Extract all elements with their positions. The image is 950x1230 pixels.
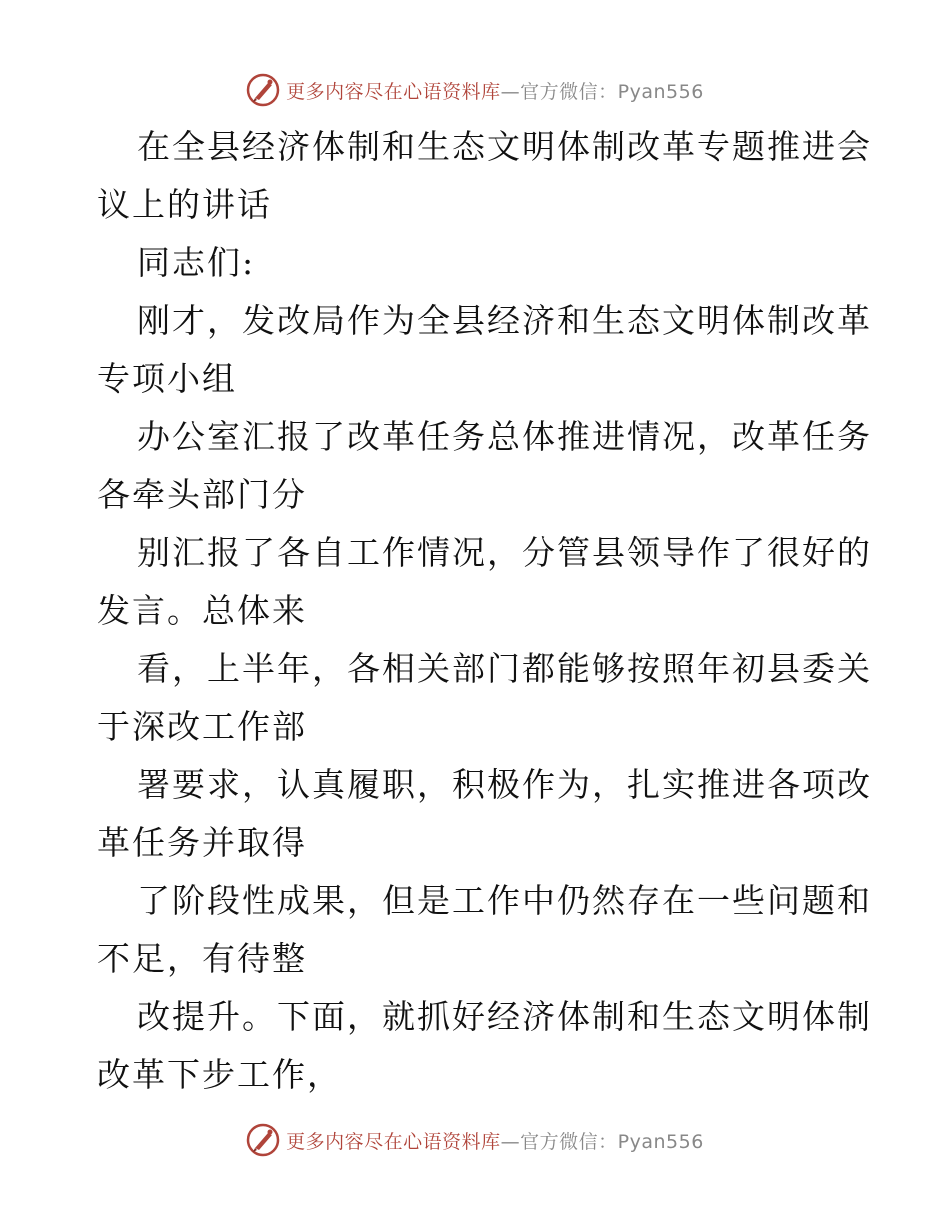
text-line: 别汇报了各自工作情况，分管县领导作了很好的: [137, 533, 872, 572]
watermark-text-grey: —官方微信：Pyan556: [500, 80, 704, 103]
text-line: 专项小组: [97, 359, 237, 398]
quill-pen-logo-icon: [246, 73, 280, 107]
text-line: 署要求，认真履职，积极作为，扎实推进各项改: [137, 765, 872, 804]
text-line: 改革下步工作，: [97, 1055, 342, 1094]
watermark-text-red: 更多内容尽在心语资料库: [286, 80, 501, 103]
text-line: 不足，有待整: [97, 939, 307, 978]
watermark-text: [286, 1127, 704, 1154]
footer-watermark: [0, 1122, 950, 1158]
text-line: 同志们:: [137, 243, 256, 282]
text-line: 发言。总体来: [97, 591, 307, 630]
text-line: 办公室汇报了改革任务总体推进情况，改革任务: [137, 417, 872, 456]
quill-pen-logo-icon: [246, 1123, 280, 1157]
text-line: 改提升。下面，就抓好经济体制和生态文明体制: [137, 997, 872, 1036]
text-line: 议上的讲话: [97, 185, 272, 224]
text-line: 看，上半年，各相关部门都能够按照年初县委关: [137, 649, 872, 688]
text-line: 各牵头部门分: [97, 475, 307, 514]
watermark-text-grey: —官方微信：Pyan556: [500, 1130, 704, 1153]
header-watermark: [0, 72, 950, 108]
text-line: 在全县经济体制和生态文明体制改革专题推进会: [137, 127, 872, 166]
watermark-text-red: 更多内容尽在心语资料库: [286, 1130, 501, 1153]
text-line: 了阶段性成果，但是工作中仍然存在一些问题和: [137, 881, 872, 920]
text-line: 革任务并取得: [97, 823, 307, 862]
text-line: 刚才，发改局作为全县经济和生态文明体制改革: [137, 301, 872, 340]
watermark-text: [286, 77, 704, 104]
document-body: [97, 118, 872, 1104]
text-line: 于深改工作部: [97, 707, 307, 746]
